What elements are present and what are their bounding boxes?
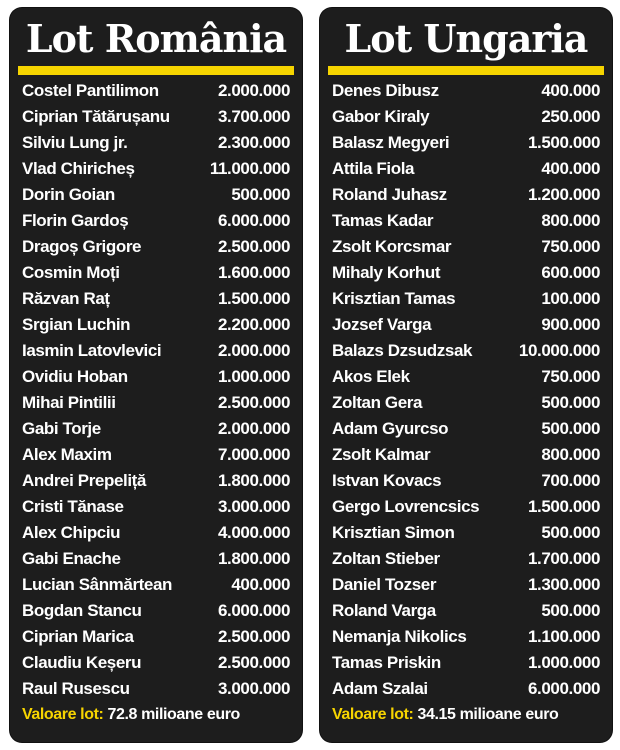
- player-value: 7.000.000: [217, 445, 290, 464]
- player-name: Attila Fiola: [332, 159, 415, 178]
- player-value: 800.000: [541, 211, 600, 230]
- player-row: [332, 442, 600, 468]
- player-row: [22, 598, 290, 624]
- player-row: [332, 546, 600, 572]
- player-value: 400.000: [231, 575, 290, 594]
- player-name: Iasmin Latovlevici: [22, 341, 162, 360]
- player-name: Adam Gyurcso: [332, 419, 449, 438]
- player-value: 500.000: [231, 185, 290, 204]
- player-row: [22, 624, 290, 650]
- player-value: 2.500.000: [217, 237, 290, 256]
- player-value: 750.000: [541, 367, 600, 386]
- romania-player-list: [22, 78, 290, 702]
- player-name: Răzvan Raț: [22, 289, 110, 308]
- player-row: [22, 208, 290, 234]
- player-name: Zsolt Korcsmar: [332, 237, 452, 256]
- romania-total-label: Valoare lot:: [22, 706, 104, 723]
- player-row: [22, 650, 290, 676]
- player-value: 3.000.000: [217, 497, 290, 516]
- player-row: [22, 520, 290, 546]
- hungary-player-list: [332, 78, 600, 702]
- hungary-panel-title: Lot Ungaria: [344, 16, 588, 61]
- player-row: [332, 286, 600, 312]
- player-row: [22, 442, 290, 468]
- player-name: Dorin Goian: [22, 185, 115, 204]
- romania-title-underline: [18, 66, 294, 75]
- player-row: [22, 364, 290, 390]
- player-name: Tamas Kadar: [332, 211, 434, 230]
- player-row: [332, 104, 600, 130]
- player-value: 4.000.000: [217, 523, 290, 542]
- player-name: Adam Szalai: [332, 679, 428, 698]
- player-value: 2.000.000: [217, 81, 290, 100]
- player-value: 1.200.000: [527, 185, 600, 204]
- player-row: [332, 364, 600, 390]
- player-value: 500.000: [541, 393, 600, 412]
- player-name: Balazs Dzsudzsak: [332, 341, 473, 360]
- player-value: 2.500.000: [217, 653, 290, 672]
- player-value: 6.000.000: [217, 601, 290, 620]
- player-name: Costel Pantilimon: [22, 81, 159, 100]
- player-name: Srgian Luchin: [22, 315, 131, 334]
- player-name: Mihai Pintilii: [22, 393, 116, 412]
- player-value: 2.500.000: [217, 627, 290, 646]
- player-value: 500.000: [541, 523, 600, 542]
- player-row: [22, 156, 290, 182]
- player-value: 1.100.000: [527, 627, 600, 646]
- player-value: 900.000: [541, 315, 600, 334]
- player-value: 100.000: [541, 289, 600, 308]
- player-row: [22, 338, 290, 364]
- player-name: Gabi Enache: [22, 549, 121, 568]
- hungary-total-value: [332, 702, 604, 728]
- player-name: Daniel Tozser: [332, 575, 437, 594]
- player-value: 10.000.000: [518, 341, 600, 360]
- player-value: 250.000: [541, 107, 600, 126]
- player-name: Tamas Priskin: [332, 653, 441, 672]
- player-value: 1.000.000: [217, 367, 290, 386]
- player-row: [22, 78, 290, 104]
- player-value: 1.000.000: [527, 653, 600, 672]
- player-name: Zoltan Gera: [332, 393, 423, 412]
- player-row: [22, 234, 290, 260]
- player-row: [22, 416, 290, 442]
- hungary-squad-panel: [320, 8, 612, 742]
- player-name: Istvan Kovacs: [332, 471, 442, 490]
- player-value: 1.500.000: [217, 289, 290, 308]
- player-name: Ovidiu Hoban: [22, 367, 128, 386]
- player-row: [22, 494, 290, 520]
- player-name: Bogdan Stancu: [22, 601, 142, 620]
- player-row: [22, 676, 290, 702]
- player-name: Krisztian Simon: [332, 523, 455, 542]
- player-row: [22, 312, 290, 338]
- player-name: Mihaly Korhut: [332, 263, 441, 282]
- player-name: Roland Varga: [332, 601, 436, 620]
- player-name: Vlad Chiricheș: [22, 159, 135, 178]
- player-name: Dragoș Grigore: [22, 237, 142, 256]
- player-value: 1.500.000: [527, 133, 600, 152]
- hungary-title-underline: [328, 66, 604, 75]
- player-row: [332, 208, 600, 234]
- player-name: Claudiu Keșeru: [22, 653, 142, 672]
- player-value: 3.000.000: [217, 679, 290, 698]
- player-row: [332, 312, 600, 338]
- player-row: [22, 130, 290, 156]
- player-row: [22, 390, 290, 416]
- player-row: [332, 130, 600, 156]
- player-row: [332, 572, 600, 598]
- player-value: 1.800.000: [217, 471, 290, 490]
- player-value: 400.000: [541, 159, 600, 178]
- player-name: Gabor Kiraly: [332, 107, 430, 126]
- player-value: 1.700.000: [527, 549, 600, 568]
- romania-total-amount: 72.8 milioane euro: [107, 706, 240, 723]
- player-row: [22, 468, 290, 494]
- player-row: [332, 676, 600, 702]
- player-row: [332, 468, 600, 494]
- player-name: Gergo Lovrencsics: [332, 497, 480, 516]
- player-value: 1.500.000: [527, 497, 600, 516]
- player-value: 600.000: [541, 263, 600, 282]
- romania-total-value: [22, 702, 294, 728]
- player-value: 500.000: [541, 601, 600, 620]
- player-row: [332, 78, 600, 104]
- player-row: [332, 234, 600, 260]
- player-name: Raul Rusescu: [22, 679, 130, 698]
- player-value: 2.500.000: [217, 393, 290, 412]
- player-name: Jozsef Varga: [332, 315, 432, 334]
- player-name: Silviu Lung jr.: [22, 133, 128, 152]
- player-name: Gabi Torje: [22, 419, 101, 438]
- player-row: [332, 156, 600, 182]
- player-value: 700.000: [541, 471, 600, 490]
- player-row: [22, 182, 290, 208]
- player-row: [332, 624, 600, 650]
- player-row: [332, 520, 600, 546]
- player-value: 1.800.000: [217, 549, 290, 568]
- player-name: Alex Maxim: [22, 445, 112, 464]
- player-value: 2.000.000: [217, 419, 290, 438]
- player-name: Cristi Tănase: [22, 497, 124, 516]
- player-row: [332, 182, 600, 208]
- player-value: 1.600.000: [217, 263, 290, 282]
- player-value: 800.000: [541, 445, 600, 464]
- player-row: [22, 572, 290, 598]
- player-row: [332, 260, 600, 286]
- player-value: 3.700.000: [217, 107, 290, 126]
- player-name: Krisztian Tamas: [332, 289, 456, 308]
- player-value: 2.000.000: [217, 341, 290, 360]
- player-row: [332, 650, 600, 676]
- player-value: 1.300.000: [527, 575, 600, 594]
- player-name: Denes Dibusz: [332, 81, 439, 100]
- player-name: Akos Elek: [332, 367, 410, 386]
- player-value: 400.000: [541, 81, 600, 100]
- player-row: [22, 104, 290, 130]
- player-name: Zoltan Stieber: [332, 549, 440, 568]
- player-name: Ciprian Marica: [22, 627, 134, 646]
- romania-panel-title: Lot România: [25, 16, 287, 61]
- player-row: [332, 390, 600, 416]
- player-value: 6.000.000: [527, 679, 600, 698]
- player-name: Ciprian Tătărușanu: [22, 107, 170, 126]
- player-row: [22, 286, 290, 312]
- player-name: Florin Gardoș: [22, 211, 129, 230]
- player-row: [332, 416, 600, 442]
- player-name: Cosmin Moți: [22, 263, 120, 282]
- player-name: Lucian Sânmărtean: [22, 575, 173, 594]
- player-name: Andrei Prepeliță: [22, 471, 146, 490]
- romania-squad-panel: [10, 8, 302, 742]
- player-row: [332, 338, 600, 364]
- player-value: 750.000: [541, 237, 600, 256]
- player-value: 2.200.000: [217, 315, 290, 334]
- hungary-total-amount: 34.15 milioane euro: [417, 706, 559, 723]
- player-row: [332, 598, 600, 624]
- player-value: 6.000.000: [217, 211, 290, 230]
- player-row: [332, 494, 600, 520]
- player-name: Nemanja Nikolics: [332, 627, 467, 646]
- player-value: 2.300.000: [217, 133, 290, 152]
- hungary-total-label: Valoare lot:: [332, 706, 414, 723]
- player-name: Balasz Megyeri: [332, 133, 450, 152]
- player-name: Zsolt Kalmar: [332, 445, 431, 464]
- player-name: Roland Juhasz: [332, 185, 447, 204]
- player-name: Alex Chipciu: [22, 523, 121, 542]
- player-value: 11.000.000: [209, 159, 290, 178]
- player-row: [22, 546, 290, 572]
- player-row: [22, 260, 290, 286]
- player-value: 500.000: [541, 419, 600, 438]
